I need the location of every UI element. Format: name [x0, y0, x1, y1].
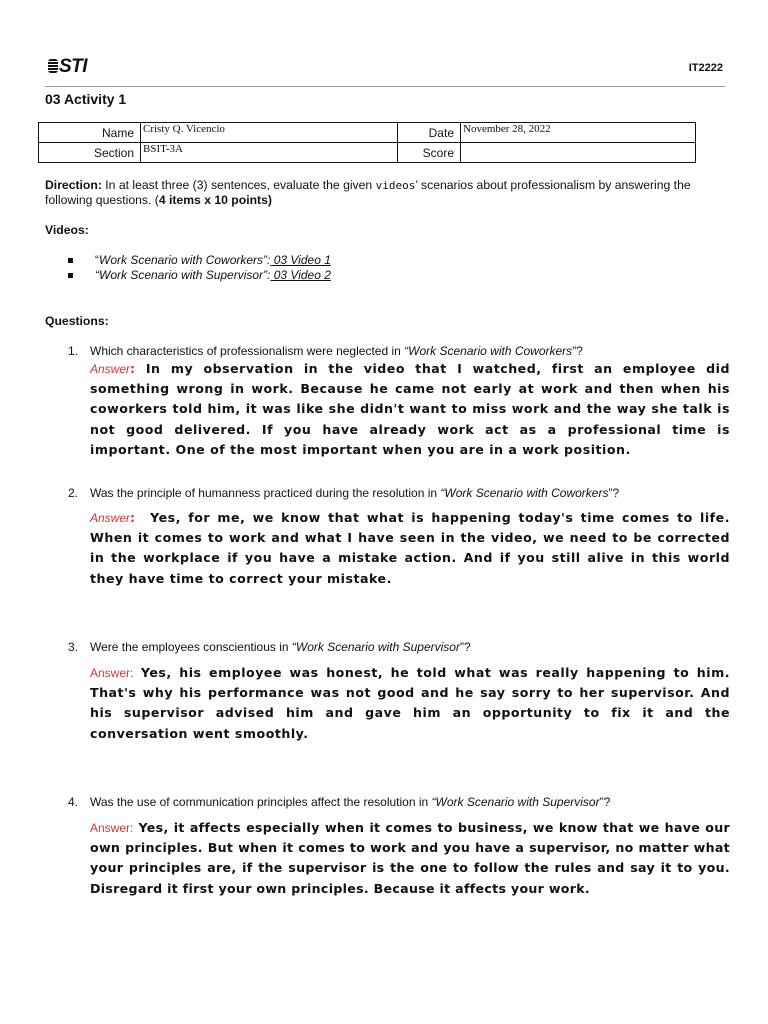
- sti-logo-mark-icon: [48, 59, 58, 73]
- student-info-table: [38, 122, 696, 163]
- date-value: November 28, 2022: [461, 123, 696, 143]
- video-item: “Work Scenario with Coworkers”: 03 Video 1: [45, 253, 331, 268]
- answer-4: Answer: Yes, it affects especially when it comes to business, we know that we have our own principles. But when it comes to work and you have a supervisor, no matter what your principles are, if the supervisor is the one to follow the rules and say it to you. Disregard it first your own principles. Because it affects your work.: [90, 820, 730, 896]
- answer-2: Answer: Yes, for me, we know that what is happening today's time comes to life. When it comes to work and what I have seen in the video, we need to be corrected in the workplace if you have a mistake action. And if you still alive in this world they have time to correct your mistake.: [90, 510, 730, 586]
- questions-heading: Questions:: [45, 314, 109, 328]
- date-label: Date: [398, 123, 461, 143]
- page-title: 03 Activity 1: [45, 91, 127, 107]
- video-item: “Work Scenario with Supervisor”: 03 Video 2: [45, 268, 331, 283]
- section-label: Section: [39, 143, 141, 163]
- name-value: Cristy Q. Vicencio: [141, 123, 398, 143]
- video-link[interactable]: 03 Video 2: [270, 268, 331, 282]
- video-link[interactable]: 03 Video 1: [270, 253, 331, 267]
- question-3: 3. Were the employees conscientious in “Work Scenario with Supervisor”?: [68, 640, 471, 654]
- video-list: [45, 253, 331, 283]
- question-4: 4. Was the use of communication principles affect the resolution in “Work Scenario with Supervisor”?: [68, 795, 611, 809]
- direction-text: Direction: In at least three (3) sentences, evaluate the given videos’ scenarios about professionalism by answering the following questions. (4 items x 10 points): [45, 178, 691, 207]
- sti-logo: [48, 56, 87, 78]
- answer-3: Answer: Yes, his employee was honest, he told what was really happening to him. That's why his performance was not good and he say sorry to her supervisor. And his supervisor advised him and gave him an opportunity to fix it and the conversation went smoothly.: [90, 665, 730, 741]
- course-code: IT2222: [688, 62, 723, 74]
- logo-text: STI: [59, 56, 88, 77]
- question-1: 1. Which characteristics of professionalism were neglected in “Work Scenario with Coworkers”?: [68, 344, 583, 358]
- videos-heading: Videos:: [45, 223, 89, 237]
- name-label: Name: [39, 123, 141, 143]
- page-header: [45, 54, 725, 87]
- question-2: 2. Was the principle of humanness practiced during the resolution in “Work Scenario with Coworkers”?: [68, 486, 620, 500]
- score-value: [461, 143, 696, 163]
- section-value: BSIT-3A: [141, 143, 398, 163]
- score-label: Score: [398, 143, 461, 163]
- answer-1: Answer: In my observation in the video that I watched, first an employee did something wrong in work. Because he came not early at work and then when his coworkers told him, it was like she didn't want to miss work and the way she talk is not good delivered. If you have already work act as a professional time is important. One of the most important when you are in a work position.: [90, 361, 730, 457]
